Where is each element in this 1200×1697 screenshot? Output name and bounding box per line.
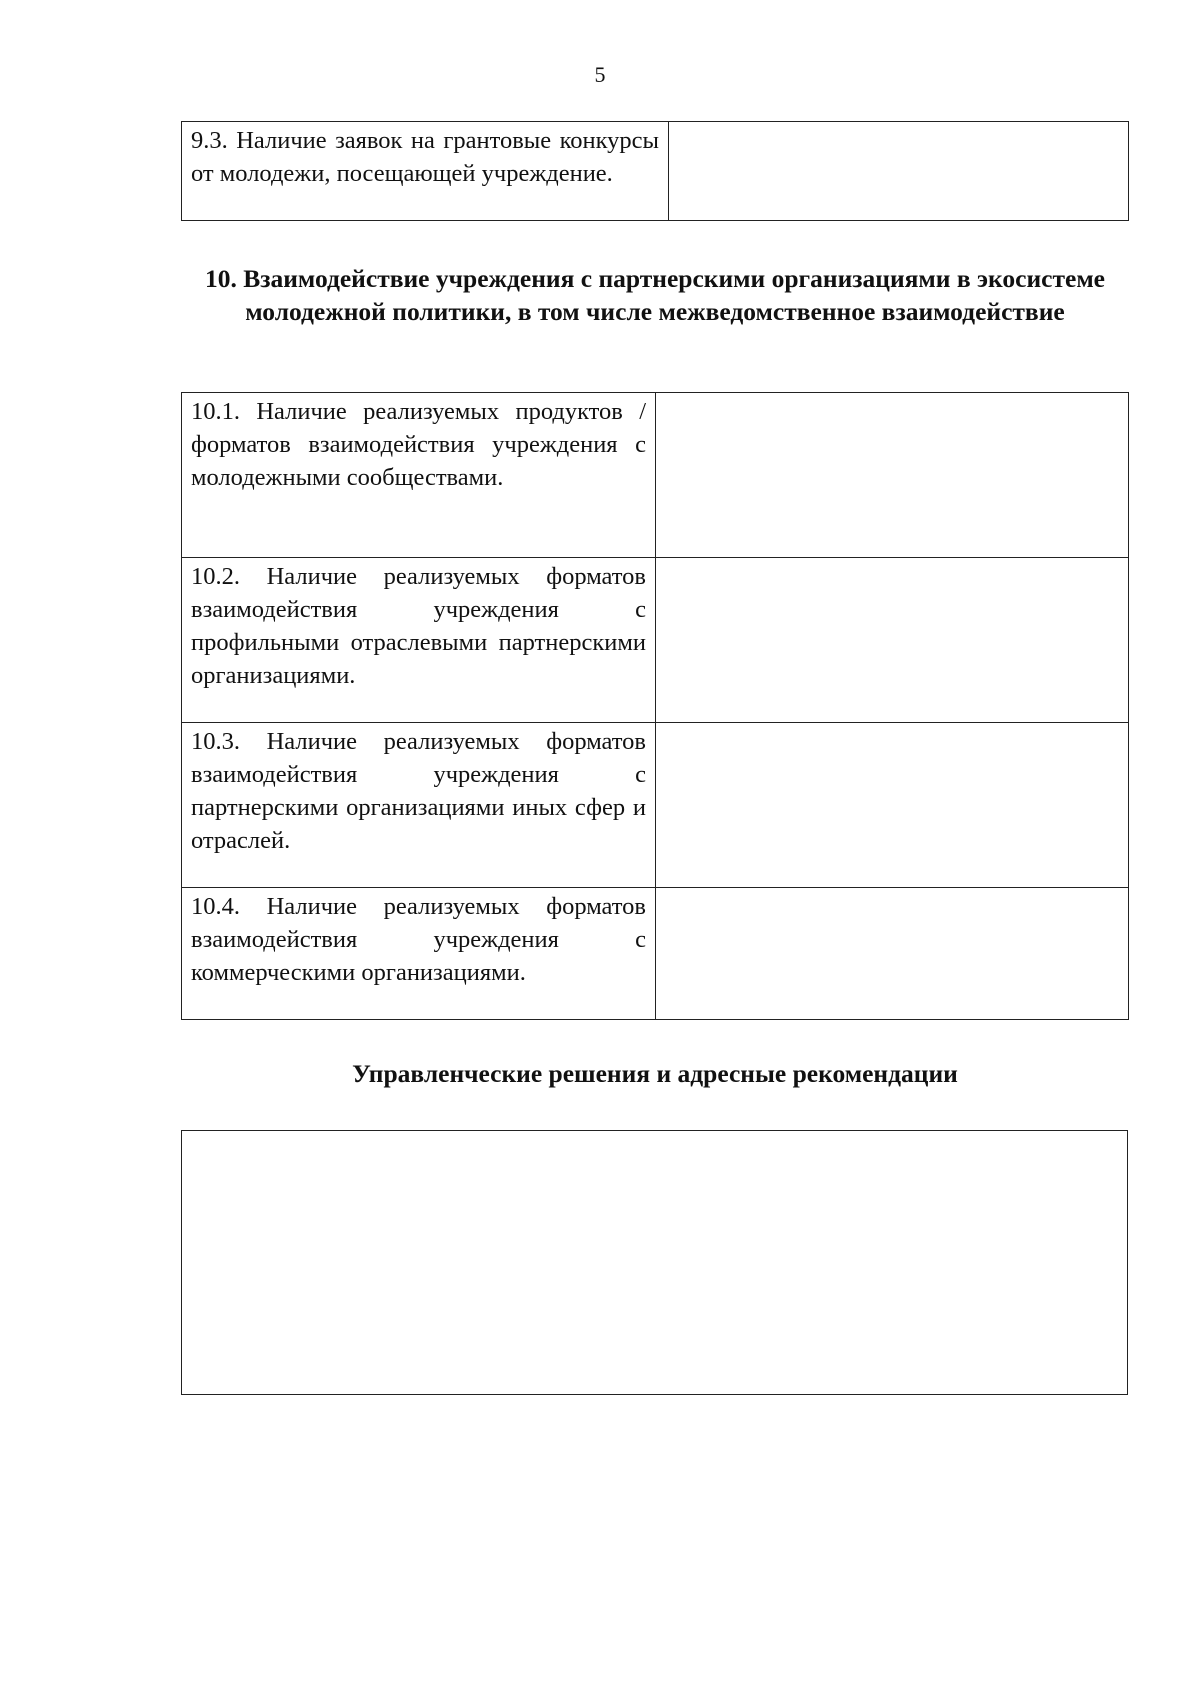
- criteria-table-9: [181, 121, 1129, 221]
- criterion-9-3-text: 9.3. Наличие заявок на грантовые конкурсы от молодежи, посещающей учреждение.: [182, 122, 669, 221]
- criterion-10-2-value[interactable]: [656, 558, 1129, 723]
- criterion-10-4-text: 10.4. Наличие реализуемых форматов взаимодействия учреждения с коммерческими организациями.: [182, 888, 656, 1020]
- criterion-10-4-value[interactable]: [656, 888, 1129, 1020]
- table-row: [182, 122, 1129, 221]
- table-row: [182, 723, 1129, 888]
- criteria-table-10: [181, 392, 1129, 1020]
- table-row: [182, 393, 1129, 558]
- criterion-10-2-text: 10.2. Наличие реализуемых форматов взаимодействия учреждения с профильными отраслевыми партнерскими организациями.: [182, 558, 656, 723]
- section-10-heading: 10. Взаимодействие учреждения с партнерскими организациями в экосистеме молодежной политики, в том числе межведомственное взаимодействие: [204, 264, 1106, 326]
- table-row: [182, 888, 1129, 1020]
- criterion-10-3-value[interactable]: [656, 723, 1129, 888]
- criterion-10-3-text: 10.3. Наличие реализуемых форматов взаимодействия учреждения с партнерскими организациями иных сфер и отраслей.: [182, 723, 656, 888]
- page-number: 5: [594, 62, 606, 87]
- criterion-9-3-value[interactable]: [669, 122, 1129, 221]
- criterion-10-1-text: 10.1. Наличие реализуемых продуктов / форматов взаимодействия учреждения с молодежными сообществами.: [182, 393, 656, 558]
- management-heading: Управленческие решения и адресные рекомендации: [352, 1059, 958, 1088]
- table-row: [182, 558, 1129, 723]
- recommendations-box[interactable]: [181, 1130, 1128, 1395]
- criterion-10-1-value[interactable]: [656, 393, 1129, 558]
